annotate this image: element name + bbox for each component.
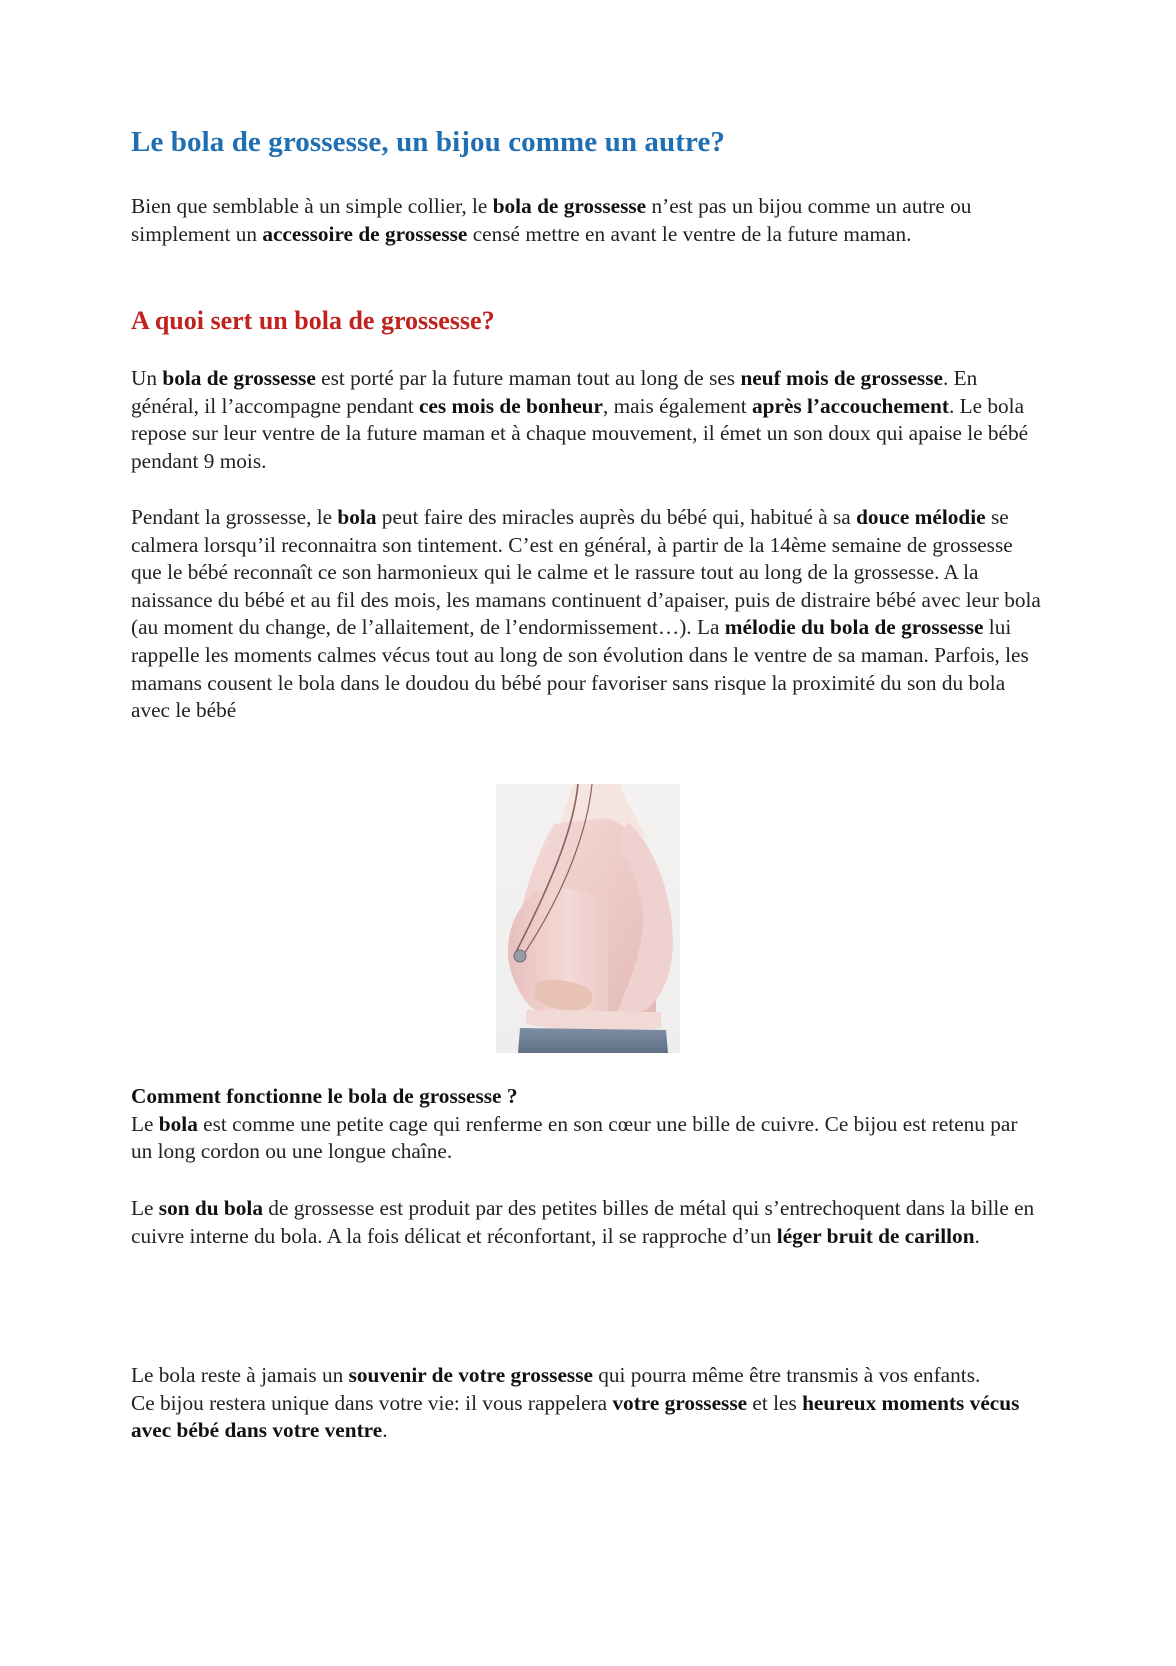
emphasized-text: son du bola [158, 1196, 263, 1220]
page-title: Le bola de grossesse, un bijou comme un autre? [131, 126, 726, 158]
text-run: Bien que semblable à un simple collier, le [131, 194, 493, 218]
text-run: est porté par la future maman tout au long de ses [315, 366, 741, 390]
emphasized-text: heureux moments vécus avec bébé dans votre ventre [131, 1390, 1020, 1443]
text-run: n’est pas un bijou comme un autre ou simplement un [131, 194, 972, 246]
text-run: est comme une petite cage qui renferme en son cœur une bille de cuivre. Ce bijou est retenu par un long cordon ou une longue chaîne. [131, 1111, 1018, 1164]
text-run: et les [747, 1390, 803, 1415]
text-run: . [974, 1223, 980, 1248]
emphasized-text: neuf mois de grossesse [740, 366, 943, 390]
text-run: lui rappelle les moments calmes vécus tout au long de son évolution dans le ventre de sa maman. Parfois, les mamans cousent le bola dans le doudou du bébé pour favoriser sans risque la proximité du son du bola avec le bébé [131, 615, 1029, 723]
text-run: peut faire des miracles auprès du bébé qui, habitué à sa [376, 505, 857, 529]
text-run: Le [131, 1111, 159, 1136]
conclusion-paragraph [131, 1362, 1041, 1445]
text-run: se calmera lorsqu’il reconnaitra son tintement. C’est en général, à partir de la 14ème semaine de grossesse que le bébé reconnaît ce son harmonieux qui le calme et le rassure tout au long de la grossesse. A la naissance du bébé et au fil des mois, les mamans continuent d’apaiser, puis de distraire bébé avec leur bola (au moment du change, de l’allaitement, de l’endormissement…). La [131, 505, 1041, 640]
emphasized-text: bola de grossesse [162, 366, 316, 390]
emphasized-text: mélodie du bola de grossesse [724, 615, 984, 640]
emphasized-text: Comment fonctionne le bola de grossesse ? [131, 1084, 518, 1108]
emphasized-text: accessoire de grossesse [262, 221, 468, 246]
emphasized-text: léger bruit de carillon [776, 1223, 975, 1248]
emphasized-text: ces mois de bonheur [418, 393, 603, 418]
text-run: censé mettre en avant le ventre de la future maman. [467, 221, 912, 246]
intro-paragraph [131, 193, 1041, 248]
emphasized-text: après l’accouchement [752, 393, 949, 418]
emphasized-text: bola [158, 1111, 198, 1136]
pregnant-woman-photo [496, 784, 680, 1053]
pregnancy-paragraph [131, 504, 1041, 725]
text-run: Le bola reste à jamais un [131, 1363, 349, 1387]
how-it-works-paragraph [131, 1083, 1041, 1166]
emphasized-text: bola de grossesse [492, 194, 647, 218]
text-run: . [382, 1418, 388, 1443]
photo-illustration [496, 784, 680, 1053]
text-run: Le [131, 1196, 159, 1220]
text-run: , mais également [602, 393, 752, 418]
usage-paragraph [131, 365, 1041, 475]
emphasized-text: douce mélodie [856, 505, 986, 529]
emphasized-text: souvenir de votre grossesse [348, 1363, 593, 1387]
text-run: Pendant la grossesse, le [131, 505, 338, 529]
sound-paragraph [131, 1195, 1041, 1250]
text-run: qui pourra même être transmis à vos enfants. [592, 1363, 981, 1387]
text-run: Ce bijou restera unique dans votre vie: il vous rappelera [131, 1390, 613, 1415]
text-run: . Le bola repose sur leur ventre de la future maman et à chaque mouvement, il émet un son doux qui apaise le bébé pendant 9 mois. [131, 393, 1029, 473]
text-run: Un [131, 366, 163, 390]
section-heading: A quoi sert un bola de grossesse? [131, 306, 495, 335]
emphasized-text: votre grossesse [612, 1390, 748, 1415]
text-run: . En général, il l’accompagne pendant [131, 366, 978, 418]
text-run: de grossesse est produit par des petites billes de métal qui s’entrechoquent dans la bille en cuivre interne du bola. A la fois délicat et réconfortant, il se rapproche d’un [131, 1196, 1035, 1248]
emphasized-text: bola [337, 505, 377, 529]
